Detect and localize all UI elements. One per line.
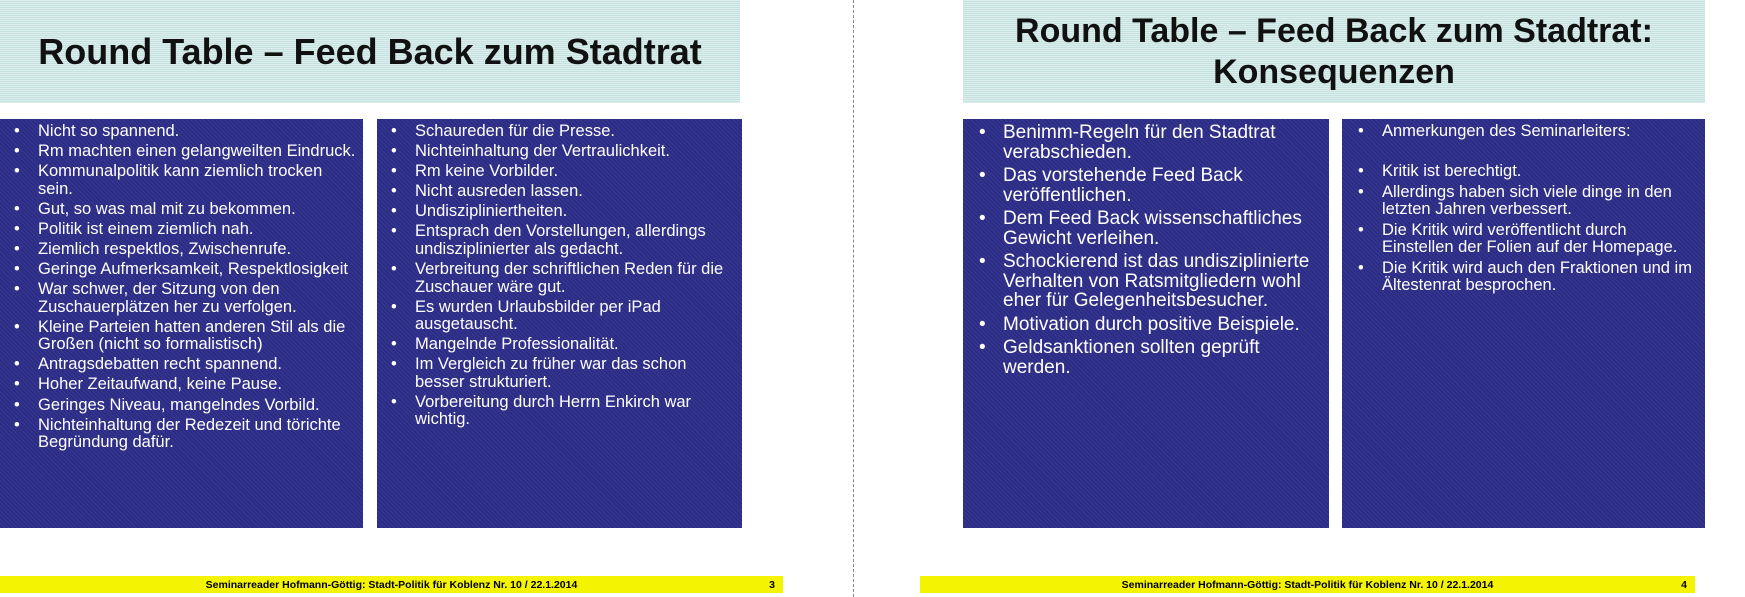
bullet-item: • Allerdings haben sich viele dinge in den letzten Jahren verbessert. [1382, 184, 1699, 218]
footer-text: Seminarreader Hofmann-Göttig: Stadt-Politik für Koblenz Nr. 10 / 22.1.2014 [1121, 578, 1494, 591]
footer-text: Seminarreader Hofmann-Göttig: Stadt-Politik für Koblenz Nr. 10 / 22.1.2014 [205, 578, 578, 591]
bullet-item: • Nichteinhaltung der Redezeit und törichte Begründung dafür. [38, 417, 359, 452]
bullet-item: • Nicht so spannend. [38, 123, 359, 141]
feedback-column-right [377, 119, 742, 528]
bullet-item: • Vorbereitung durch Herrn Enkirch war wichtig. [415, 394, 738, 429]
bullet-item: • Benimm-Regeln für den Stadtrat verabschieden. [1003, 123, 1323, 162]
slide-title [0, 0, 740, 103]
bullet-item: • War schwer, der Sitzung von den Zuschauerplätzen her zu verfolgen. [38, 281, 359, 316]
bullet-item: • Geringes Niveau, mangelndes Vorbild. [38, 397, 359, 415]
bullet-list [415, 123, 738, 429]
slide-3 [0, 0, 850, 597]
slide-4 [875, 0, 1745, 597]
feedback-column-left [0, 119, 363, 528]
remarks-heading: • Anmerkungen des Seminarleiters: [1382, 123, 1699, 140]
page-number: 3 [769, 578, 775, 591]
bullet-item: • Dem Feed Back wissenschaftliches Gewicht verleihen. [1003, 209, 1323, 248]
slide-title-line1: Round Table – Feed Back zum Stadtrat: [1015, 11, 1653, 50]
bullet-item: • Das vorstehende Feed Back veröffentlichen. [1003, 166, 1323, 205]
bullet-item: • Geldsanktionen sollten geprüft werden. [1003, 338, 1323, 377]
bullet-item: • Verbreitung der schriftlichen Reden für die Zuschauer wäre gut. [415, 261, 738, 296]
bullet-item: • Politik ist einem ziemlich nah. [38, 221, 359, 239]
bullet-item: • Entsprach den Vorstellungen, allerdings undisziplinierter als gedacht. [415, 223, 738, 258]
remarks-column [1342, 119, 1705, 528]
bullet-list [38, 123, 359, 452]
bullet-item: • Ziemlich respektlos, Zwischenrufe. [38, 241, 359, 259]
bullet-item: • Gut, so was mal mit zu bekommen. [38, 201, 359, 219]
bullet-item: • Geringe Aufmerksamkeit, Respektlosigkeit [38, 261, 359, 279]
page-divider [853, 0, 854, 597]
bullet-list [1382, 163, 1699, 294]
bullet-item: • Schockierend ist das undisziplinierte Verhalten von Ratsmitgliedern wohl eher für Gelegenheitsbesucher. [1003, 252, 1323, 311]
bullet-item: • Die Kritik wird auch den Fraktionen und im Ältestenrat besprochen. [1382, 260, 1699, 294]
bullet-item: • Rm machten einen gelangweilten Eindruck. [38, 143, 359, 161]
bullet-item: • Es wurden Urlaubsbilder per iPad ausgetauscht. [415, 299, 738, 334]
bullet-item: • Undiszipliniertheiten. [415, 203, 738, 221]
bullet-item: • Nichteinhaltung der Vertraulichkeit. [415, 143, 738, 161]
bullet-item: • Motivation durch positive Beispiele. [1003, 315, 1323, 335]
page-number: 4 [1681, 578, 1687, 591]
bullet-item: • Schaureden für die Presse. [415, 123, 738, 141]
bullet-item: • Mangelnde Professionalität. [415, 336, 738, 354]
bullet-item: • Kleine Parteien hatten anderen Stil als die Großen (nicht so formalistisch) [38, 319, 359, 354]
slide-title-line2: Konsequenzen [1213, 52, 1455, 91]
consequences-column [963, 119, 1329, 528]
bullet-item: • Die Kritik wird veröffentlicht durch Einstellen der Folien auf der Homepage. [1382, 222, 1699, 256]
bullet-item: • Kritik ist berechtigt. [1382, 163, 1699, 180]
slide-title [963, 0, 1705, 103]
slide-footer [920, 576, 1695, 593]
slide-title-text: Round Table – Feed Back zum Stadtrat [38, 30, 702, 72]
bullet-item: • Im Vergleich zu früher war das schon besser strukturiert. [415, 356, 738, 391]
bullet-list [1003, 123, 1323, 377]
bullet-item: • Hoher Zeitaufwand, keine Pause. [38, 376, 359, 394]
slide-footer [0, 576, 783, 593]
bullet-list [1382, 123, 1699, 140]
bullet-item: • Kommunalpolitik kann ziemlich trocken sein. [38, 163, 359, 198]
bullet-item: • Rm keine Vorbilder. [415, 163, 738, 181]
bullet-item: • Antragsdebatten recht spannend. [38, 356, 359, 374]
bullet-item: • Nicht ausreden lassen. [415, 183, 738, 201]
